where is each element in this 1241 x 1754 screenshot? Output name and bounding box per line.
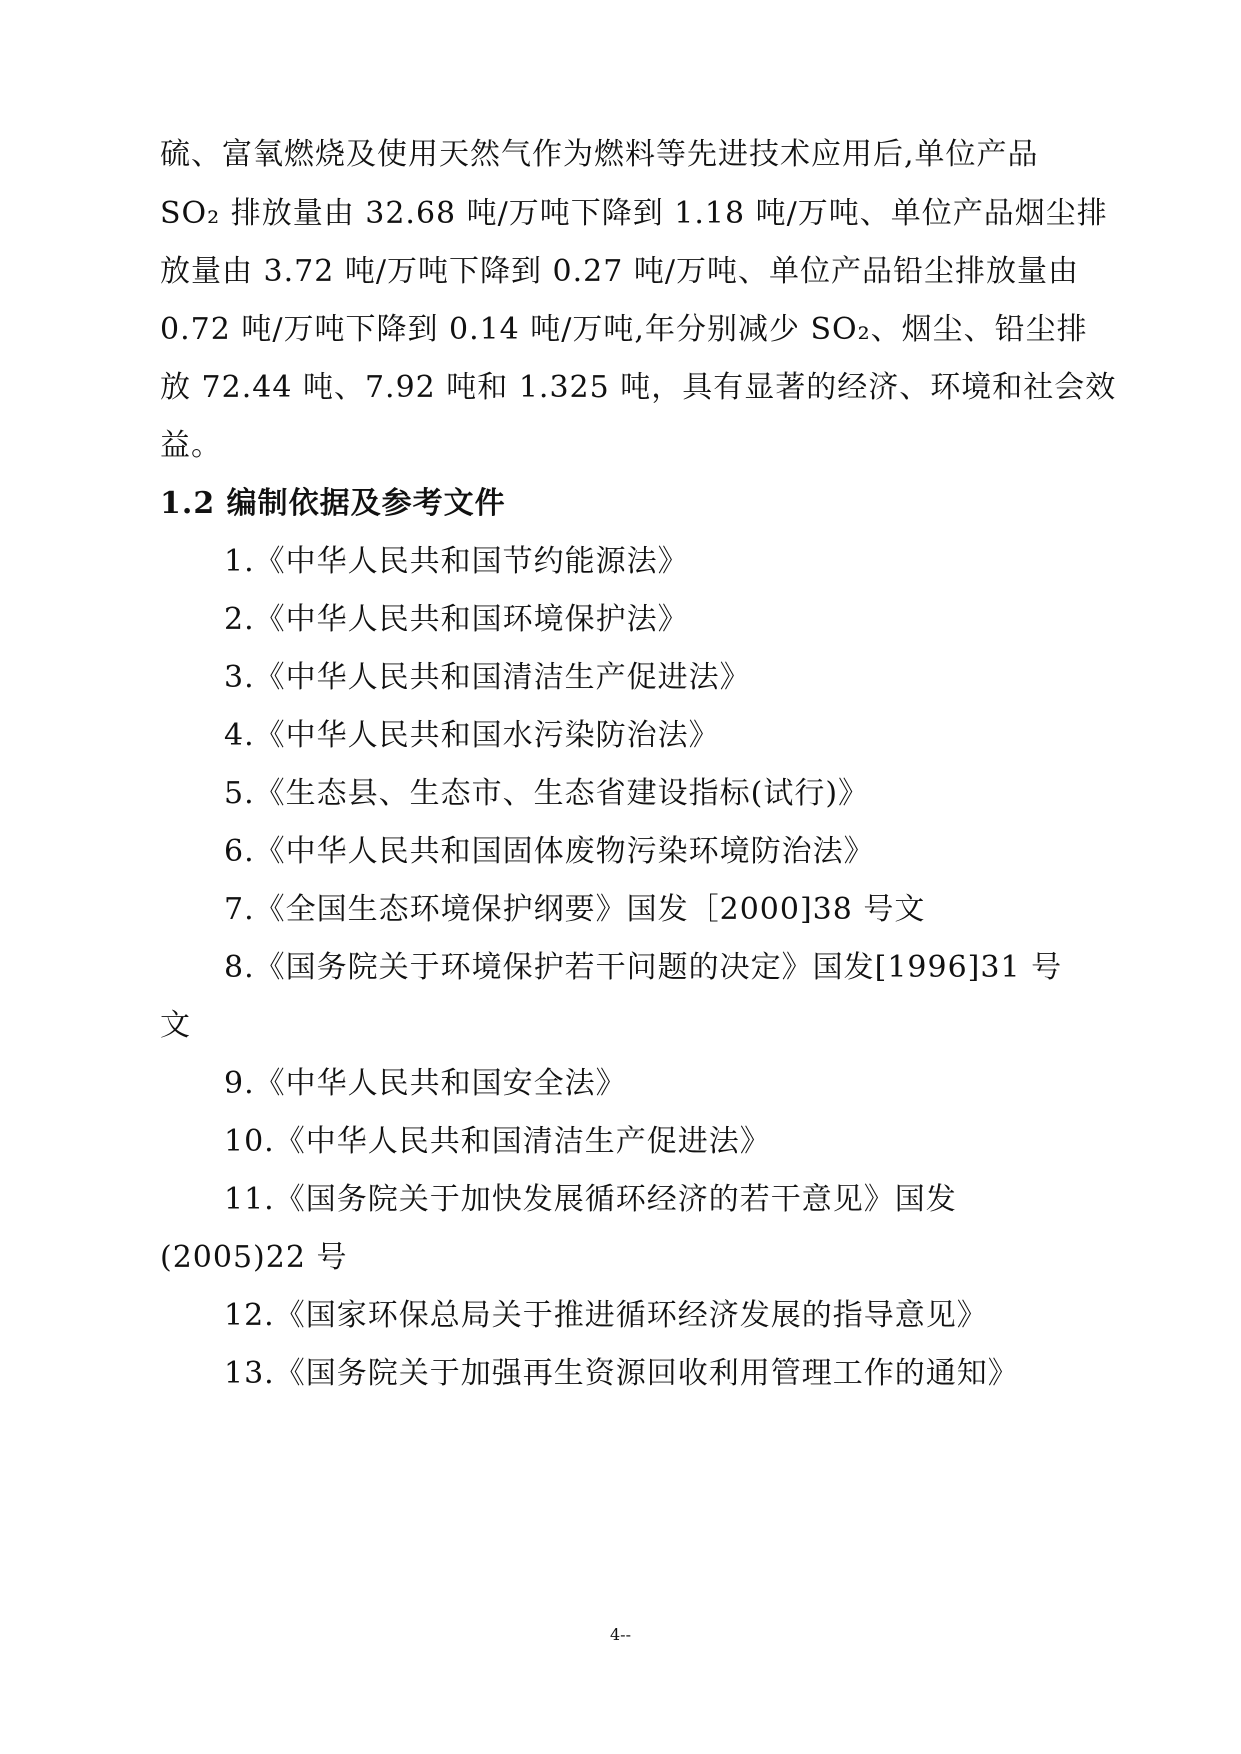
reference-item: 11.《国务院关于加快发展循环经济的若干意见》国发 (224, 1182, 957, 1217)
reference-item: 10.《中华人民共和国清洁生产促进法》 (224, 1124, 771, 1159)
reference-item: 5.《生态县、生态市、生态省建设指标(试行)》 (224, 776, 870, 811)
page-number: 4-- (610, 1625, 631, 1644)
paragraph-line: 放 72.44 吨、7.92 吨和 1.325 吨，具有显著的经济、环境和社会效 (160, 370, 1117, 405)
reference-item: 8.《国务院关于环境保护若干问题的决定》国发[1996]31 号 (224, 950, 1063, 985)
paragraph-line: 放量由 3.72 吨/万吨下降到 0.27 吨/万吨、单位产品铅尘排放量由 (160, 254, 1079, 289)
reference-item: 4.《中华人民共和国水污染防治法》 (224, 718, 720, 753)
reference-item: 7.《全国生态环境保护纲要》国发［2000]38 号文 (224, 892, 926, 927)
paragraph-line: 硫、富氧燃烧及使用天然气作为燃料等先进技术应用后,单位产品 (160, 137, 1039, 172)
reference-item: 9.《中华人民共和国安全法》 (224, 1066, 627, 1101)
reference-item: 13.《国务院关于加强再生资源回收利用管理工作的通知》 (224, 1356, 1019, 1391)
reference-item: 2.《中华人民共和国环境保护法》 (224, 602, 689, 637)
paragraph-line: 0.72 吨/万吨下降到 0.14 吨/万吨,年分别减少 SO₂、烟尘、铅尘排 (160, 312, 1088, 347)
reference-item-continuation: 文 (160, 1008, 191, 1043)
paragraph-line: SO₂ 排放量由 32.68 吨/万吨下降到 1.18 吨/万吨、单位产品烟尘排 (160, 196, 1108, 231)
reference-item-continuation: (2005)22 号 (160, 1240, 348, 1275)
section-heading: 1.2 编制依据及参考文件 (160, 486, 506, 521)
reference-item: 1.《中华人民共和国节约能源法》 (224, 544, 689, 579)
reference-item: 6.《中华人民共和国固体废物污染环境防治法》 (224, 834, 875, 869)
reference-item: 3.《中华人民共和国清洁生产促进法》 (224, 660, 751, 695)
reference-item: 12.《国家环保总局关于推进循环经济发展的指导意见》 (224, 1298, 988, 1333)
paragraph-line: 益。 (160, 428, 222, 463)
